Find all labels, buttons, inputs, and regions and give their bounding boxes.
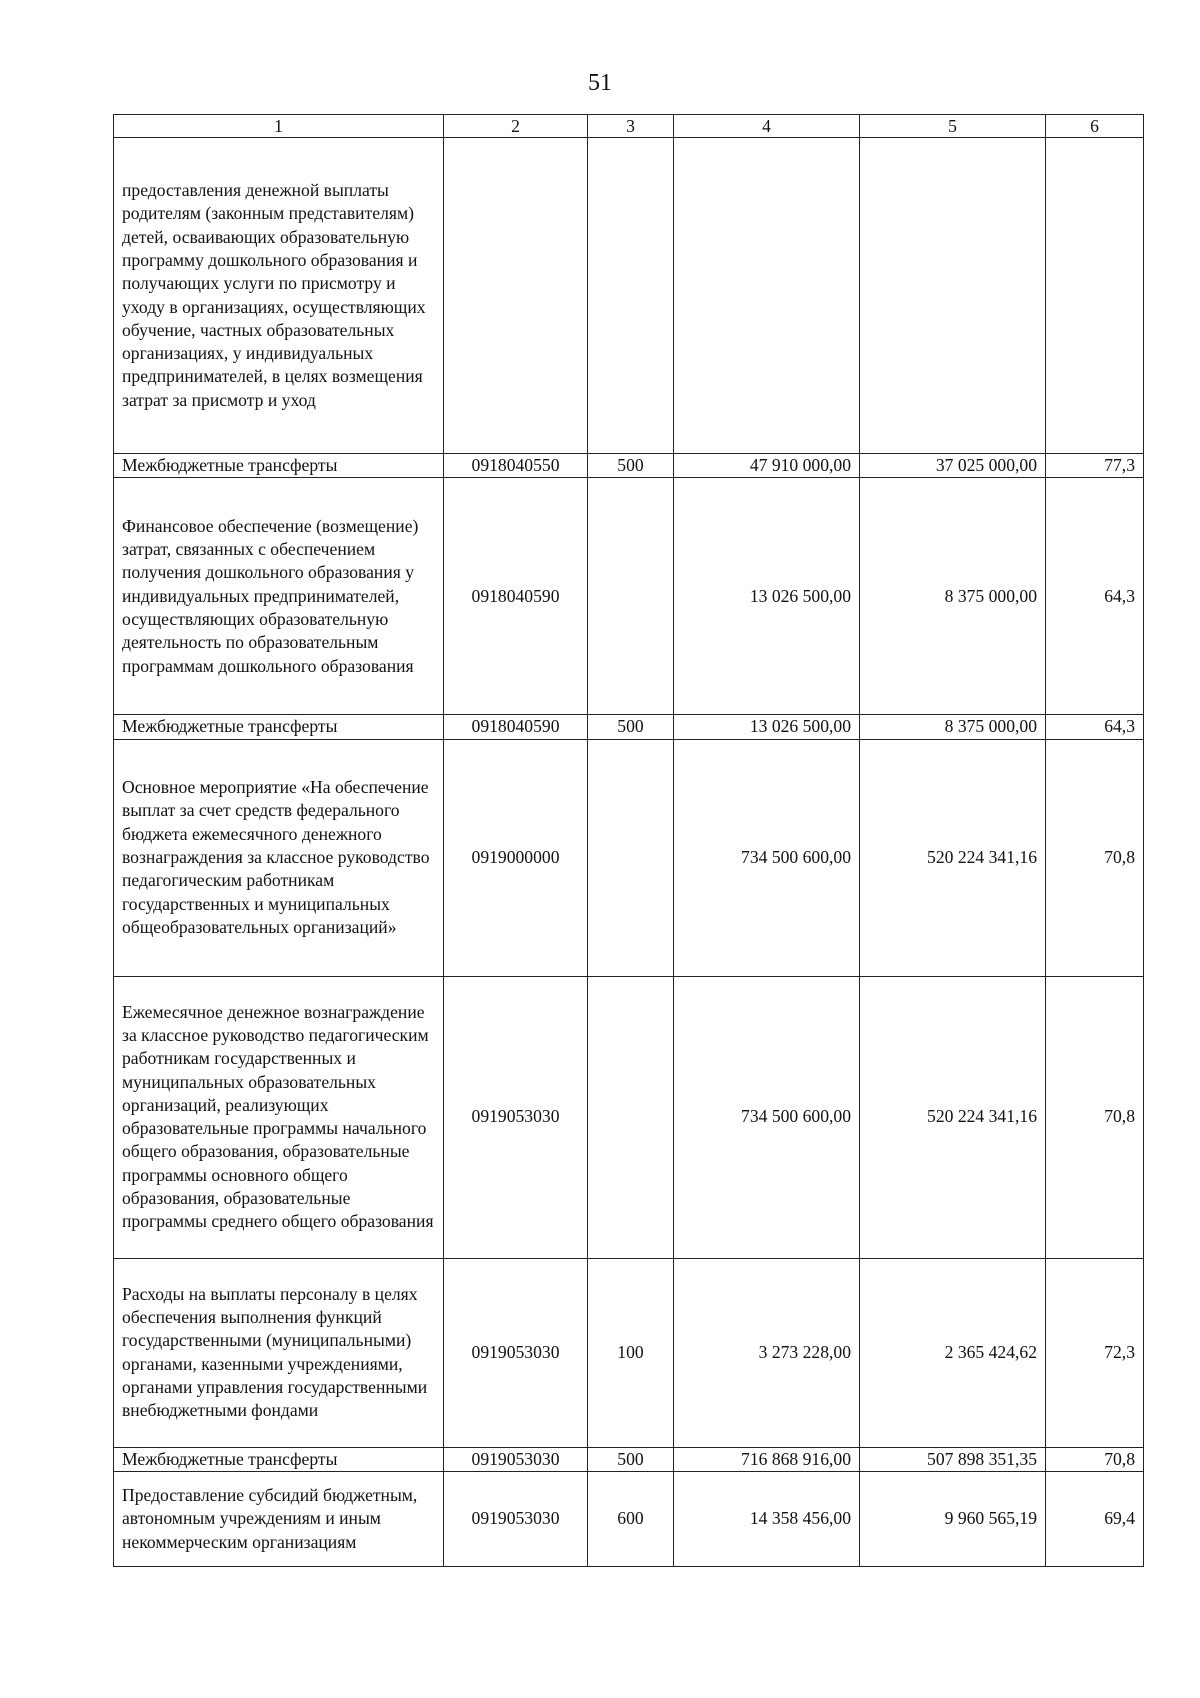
row-percent: 64,3 <box>1046 478 1144 715</box>
row-actual: 520 224 341,16 <box>860 739 1046 976</box>
row-name: Межбюджетные трансферты <box>114 1447 444 1471</box>
table-row <box>114 138 1144 454</box>
table-row <box>114 1258 1144 1447</box>
row-type: 600 <box>588 1471 674 1566</box>
row-type <box>588 138 674 454</box>
row-type: 500 <box>588 454 674 478</box>
row-plan: 47 910 000,00 <box>674 454 860 478</box>
row-plan: 716 868 916,00 <box>674 1447 860 1471</box>
row-actual: 9 960 565,19 <box>860 1471 1046 1566</box>
row-code: 0918040550 <box>444 454 588 478</box>
header-row <box>114 115 1144 138</box>
row-type: 100 <box>588 1258 674 1447</box>
row-name: Финансовое обеспечение (возмещение) затрат, связанных с обеспечением получения дошкольного образования у индивидуальных предпринимателей, осуществляющих образовательную деятельность по образовательным программам дошкольного образования <box>114 478 444 715</box>
row-actual: 520 224 341,16 <box>860 976 1046 1258</box>
row-type: 500 <box>588 715 674 739</box>
row-percent: 69,4 <box>1046 1471 1144 1566</box>
table-row <box>114 478 1144 715</box>
row-name: Межбюджетные трансферты <box>114 715 444 739</box>
row-plan: 13 026 500,00 <box>674 715 860 739</box>
row-code: 0918040590 <box>444 715 588 739</box>
row-type <box>588 739 674 976</box>
row-actual: 2 365 424,62 <box>860 1258 1046 1447</box>
row-plan: 3 273 228,00 <box>674 1258 860 1447</box>
row-code: 0919053030 <box>444 1471 588 1566</box>
row-name: предоставления денежной выплаты родителям (законным представителям) детей, осваивающих образовательную программу дошкольного образования и получающих услуги по присмотру и уходу в организациях, осуществляющих обучение, частных образовательных организациях, у индивидуальных предпринимателей, в целях возмещения затрат за присмотр и уход <box>114 138 444 454</box>
row-percent: 70,8 <box>1046 739 1144 976</box>
row-plan: 734 500 600,00 <box>674 739 860 976</box>
row-type: 500 <box>588 1447 674 1471</box>
row-code: 0919053030 <box>444 1258 588 1447</box>
row-actual: 37 025 000,00 <box>860 454 1046 478</box>
row-percent: 72,3 <box>1046 1258 1144 1447</box>
row-percent: 77,3 <box>1046 454 1144 478</box>
row-percent: 70,8 <box>1046 1447 1144 1471</box>
row-name: Предоставление субсидий бюджетным, автономным учреждениям и иным некоммерческим организациям <box>114 1471 444 1566</box>
budget-table <box>113 114 1144 1567</box>
row-percent: 70,8 <box>1046 976 1144 1258</box>
row-plan: 14 358 456,00 <box>674 1471 860 1566</box>
row-code: 0919053030 <box>444 976 588 1258</box>
row-name: Расходы на выплаты персоналу в целях обеспечения выполнения функций государственными (муниципальными) органами, казенными учреждениями, органами управления государственными внебюджетными фондами <box>114 1258 444 1447</box>
table-row <box>114 1447 1144 1471</box>
header-col-5: 5 <box>860 115 1046 138</box>
row-actual: 8 375 000,00 <box>860 478 1046 715</box>
page-number: 51 <box>588 70 612 96</box>
row-code: 0919053030 <box>444 1447 588 1471</box>
row-name: Межбюджетные трансферты <box>114 454 444 478</box>
row-plan: 734 500 600,00 <box>674 976 860 1258</box>
header-col-1: 1 <box>114 115 444 138</box>
header-col-3: 3 <box>588 115 674 138</box>
table-row <box>114 454 1144 478</box>
row-code: 0919000000 <box>444 739 588 976</box>
row-type <box>588 478 674 715</box>
row-type <box>588 976 674 1258</box>
table-row <box>114 976 1144 1258</box>
row-actual <box>860 138 1046 454</box>
header-col-6: 6 <box>1046 115 1144 138</box>
row-actual: 8 375 000,00 <box>860 715 1046 739</box>
header-col-2: 2 <box>444 115 588 138</box>
table-row <box>114 739 1144 976</box>
row-percent <box>1046 138 1144 454</box>
row-code <box>444 138 588 454</box>
row-code: 0918040590 <box>444 478 588 715</box>
row-actual: 507 898 351,35 <box>860 1447 1046 1471</box>
row-percent: 64,3 <box>1046 715 1144 739</box>
row-plan: 13 026 500,00 <box>674 478 860 715</box>
table-row <box>114 1471 1144 1566</box>
header-col-4: 4 <box>674 115 860 138</box>
row-name: Ежемесячное денежное вознаграждение за классное руководство педагогическим работникам государственных и муниципальных образовательных организаций, реализующих образовательные программы начального общего образования, образовательные программы основного общего образования, образовательные программы среднего общего образования <box>114 976 444 1258</box>
row-name: Основное мероприятие «На обеспечение выплат за счет средств федерального бюджета ежемесячного денежного вознаграждения за классное руководство педагогическим работникам государственных и муниципальных общеобразовательных организаций» <box>114 739 444 976</box>
table-row <box>114 715 1144 739</box>
row-plan <box>674 138 860 454</box>
